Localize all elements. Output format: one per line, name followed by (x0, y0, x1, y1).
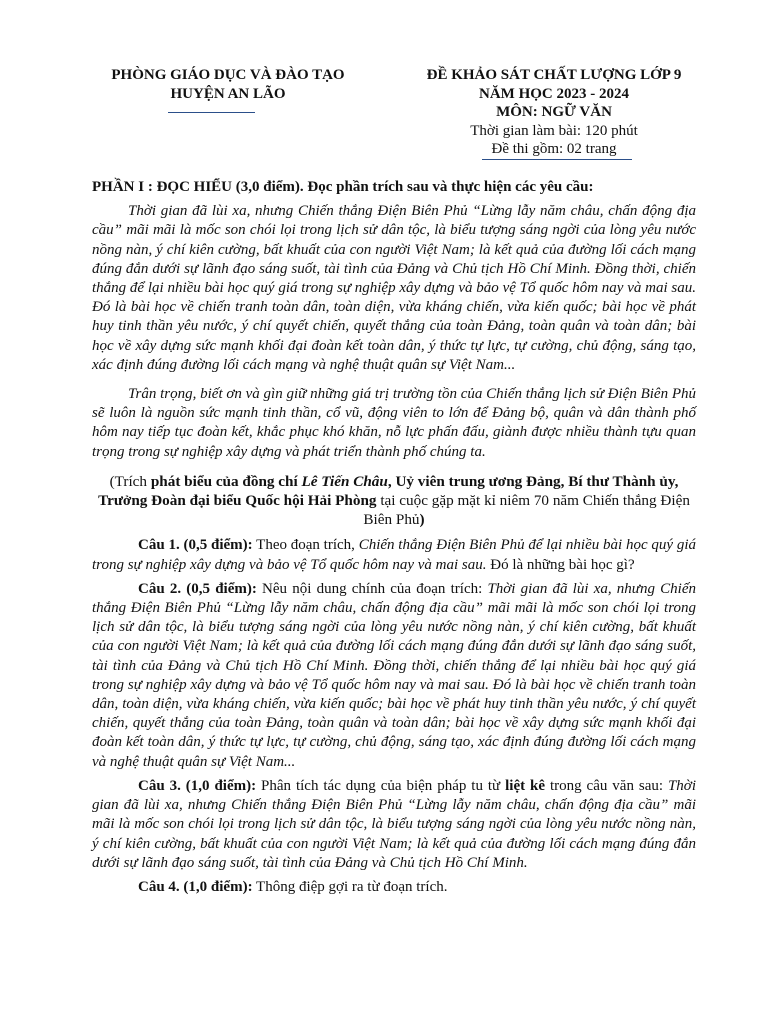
passage-paragraph-1: Thời gian đã lùi xa, nhưng Chiến thắng Điện Biên Phủ “Lừng lẫy năm châu, chấn động địa cầu” mãi mãi là mốc son chói lọi trong lịch sử dân tộc, là biểu tượng sáng ngời của lòng yêu nước nồng nàn, ý chí kiên cường, bất khuất của con người Việt Nam; là kết quả của đường lối cách mạng đúng đắn dưới sự lãnh đạo sáng suốt, tài tình của Đảng và Chủ tịch Hồ Chí Minh. Đồng thời, chiến thắng để lại nhiều bài học quý giá trong sự nghiệp xây dựng và bảo vệ Tổ quốc hôm nay và mai sau. Đó là bài học về chiến tranh toàn dân, toàn diện, vừa kháng chiến, vừa kiến quốc; bài học về phát huy tinh thần yêu nước, ý chí quyết chiến, quyết thắng của toàn Đảng, toàn quân và toàn dân; bài học về xây dựng sức mạnh khối đại đoàn kết toàn dân, ý thức tự lực, tự cường, chủ động, sáng tạo, xác định đúng đường lối cách mạng và nghệ thuật quân sự Việt Nam... (92, 203, 696, 373)
source-close: ) (419, 511, 425, 529)
question-2-label: Câu 2. (0,5 điểm): (138, 580, 257, 597)
question-2-text: Nêu nội dung chính của đoạn trích: (256, 580, 488, 597)
department-name: PHÒNG GIÁO DỤC VÀ ĐÀO TẠO (111, 67, 345, 83)
question-4 (92, 878, 696, 897)
question-3-text-2: trong câu văn sau: (545, 777, 668, 794)
subject: MÔN: NGỮ VĂN (496, 104, 612, 120)
source-bold-2: , Uỷ viên trung ương Đảng, Bí thư Thành ủy, Trưởng Đoàn đại biểu Quốc hội Hải Phòng (98, 472, 679, 510)
time-limit: Thời gian làm bài: 120 phút (470, 122, 638, 139)
question-1-quote: Chiến thắng Điện Biên Phủ để lại nhiều bài học quý giá trong sự nghiệp xây dựng và bảo vệ Tổ quốc hôm nay và mai sau. (92, 537, 696, 573)
question-2 (92, 580, 696, 772)
source-rest: tại cuộc gặp mặt kỉ niêm 70 năm Chiến thắng Điện Biên Phủ (363, 492, 690, 529)
exam-body (92, 178, 696, 902)
header-right-rule (482, 159, 632, 160)
section-title: PHẦN I : ĐỌC HIỂU (3,0 điểm). Đọc phần trích sau và thực hiện các yêu cầu: (92, 179, 594, 195)
school-header (92, 66, 364, 103)
question-3 (92, 777, 696, 873)
source-bold-1: phát biểu của đồng chí (150, 472, 302, 490)
district-name: HUYỆN AN LÃO (170, 85, 286, 102)
question-4-label: Câu 4. (1,0 điểm): (138, 878, 253, 895)
passage-paragraph-2: Trân trọng, biết ơn và gìn giữ những giá trị trường tồn của Chiến thắng lịch sử Điện Biên Phủ sẽ luôn là nguồn sức mạnh tinh thần, cổ vũ, động viên to lớn để Đảng bộ, quân và dân thành phố hôm nay tiếp tục đoàn kết, khắc phục khó khăn, nỗ lực phấn đấu, giành được nhiều thành tựu quan trọng trong sự nghiệp xây dựng và phát triển thành phố chúng ta. (92, 386, 696, 460)
exam-header (402, 66, 706, 159)
question-3-label: Câu 3. (1,0 điểm): (138, 777, 257, 794)
passage-source (92, 472, 696, 530)
school-year: NĂM HỌC 2023 - 2024 (479, 85, 629, 102)
question-2-quote: Thời gian đã lùi xa, nhưng Chiến thắng Điện Biên Phủ “Lừng lẫy năm châu, chấn động địa cầu” mãi mãi là mốc son chói lọi trong lịch sử dân tộc, là biểu tượng sáng ngời của lòng yêu nước nồng nàn, ý chí kiên cường, bất khuất của con người Việt Nam; là kết quả của đường lối cách mạng đúng đắn dưới sự lãnh đạo sáng suốt, tài tình của Đảng và Chủ tịch Hồ Chí Minh. Đồng thời, chiến thắng để lại nhiều bài học quý giá trong sự nghiệp xây dựng và bảo vệ Tổ quốc hôm nay và mai sau. Đó là bài học về chiến tranh toàn dân, toàn diện, vừa kháng chiến, vừa kiến quốc; bài học về phát huy tinh thần yêu nước, ý chí quyết chiến, quyết thắng của toàn Đảng, toàn quân và toàn dân; bài học về xây dựng sức mạnh khối đại đoàn kết toàn dân, ý thức tự lực, tự cường, chủ động, sáng tạo, xác định đúng đường lối cách mạng và nghệ thuật quân sự Việt Nam... (92, 580, 696, 770)
exam-title: ĐỀ KHẢO SÁT CHẤT LƯỢNG LỚP 9 (426, 67, 682, 83)
question-3-quote: Thời gian đã lùi xa, nhưng Chiến thắng Điện Biên Phủ “Lừng lẫy năm châu, chấn động địa cầu” mãi mãi là mốc son chói lọi trong lịch sử dân tộc, là biểu tượng sáng ngời của lòng yêu nước nồng nàn, ý chí kiên cường, bất khuất của con người Việt Nam; là kết quả của đường lối cách mạng đúng đắn dưới sự lãnh đạo sáng suốt, tài tình của Đảng và Chủ tịch Hồ Chí Minh. (92, 777, 696, 871)
header-left-rule (168, 112, 255, 113)
question-3-keyword: liệt kê (505, 777, 546, 794)
question-1-text-end: Đó là những bài học gì? (486, 556, 635, 573)
question-1-text: Theo đoạn trích, (252, 537, 359, 554)
source-speaker-name: Lê Tiến Châu (301, 472, 388, 490)
page-count: Đề thi gồm: 02 trang (491, 141, 617, 157)
question-4-text: Thông điệp gợi ra từ đoạn trích. (252, 878, 448, 895)
source-open: (Trích (109, 472, 151, 490)
question-3-text: Phân tích tác dụng của biện pháp tu từ (256, 777, 506, 794)
question-1-label: Câu 1. (0,5 điểm): (138, 537, 253, 554)
question-1 (92, 536, 696, 574)
